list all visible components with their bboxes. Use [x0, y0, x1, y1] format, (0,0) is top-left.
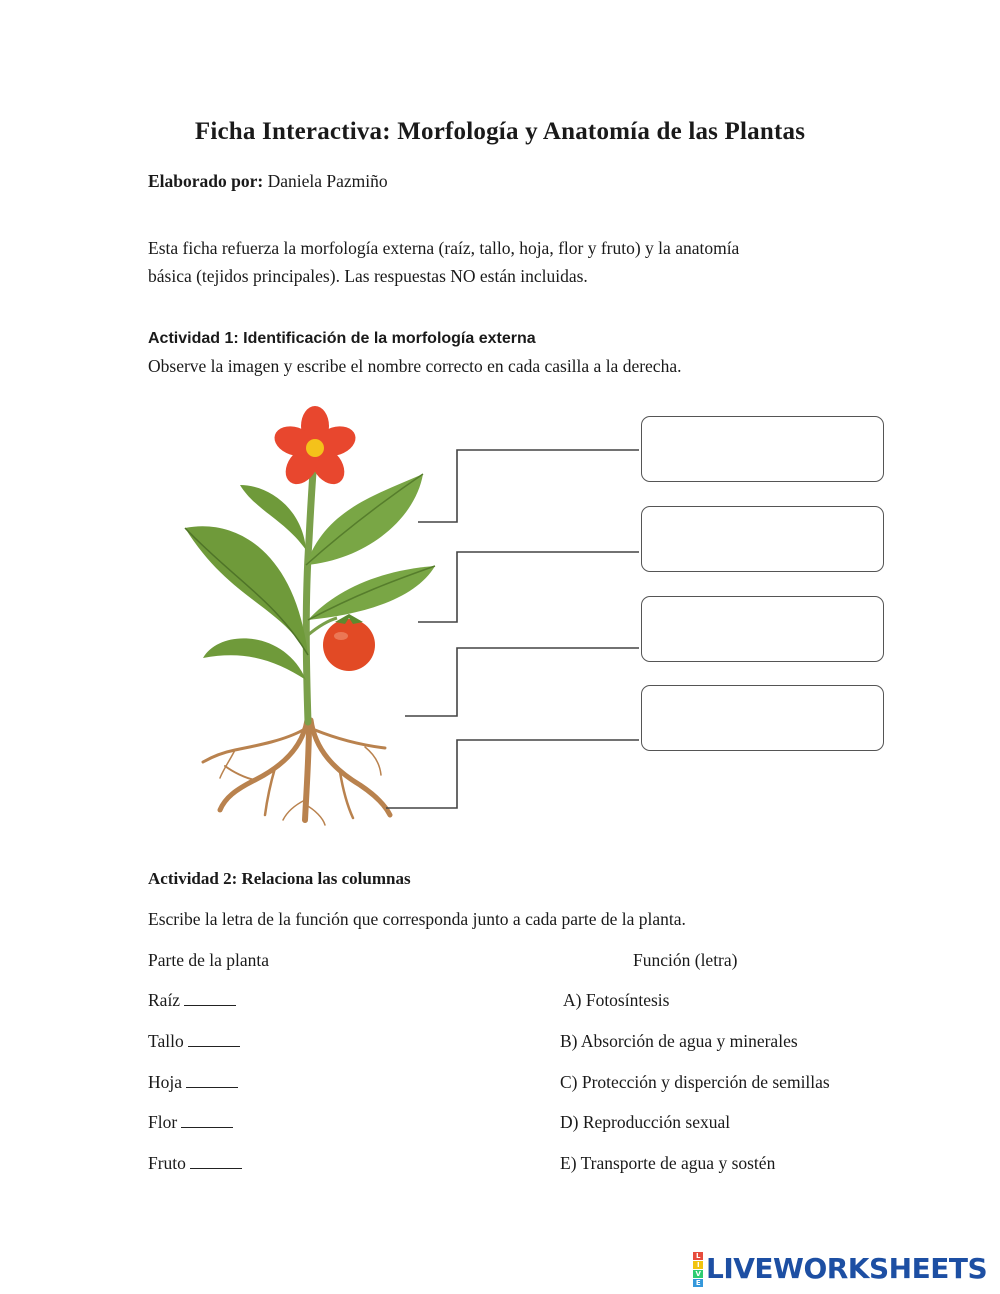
- function-item: E) Transporte de agua y sostén: [560, 1153, 776, 1173]
- part-label: Flor: [148, 1112, 178, 1132]
- answer-box-3[interactable]: [641, 596, 884, 662]
- part-label: Fruto: [148, 1153, 186, 1173]
- intro-line-1: Esta ficha refuerza la morfología externa (raíz, tallo, hoja, flor y fruto) y la anatomía: [148, 238, 740, 258]
- part-row: [148, 1031, 240, 1052]
- part-answer-blank[interactable]: [188, 1032, 240, 1047]
- author-name: Daniela Pazmiño: [267, 171, 388, 191]
- activity2-instructions: Escribe la letra de la función que corresponda junto a cada parte de la planta.: [148, 909, 686, 929]
- author-label: Elaborado por:: [148, 171, 264, 191]
- page-title: Ficha Interactiva: Morfología y Anatomía de las Plantas: [194, 118, 806, 145]
- part-answer-blank[interactable]: [184, 991, 236, 1006]
- activity1-instructions: Observe la imagen y escribe el nombre correcto en cada casilla a la derecha.: [148, 356, 682, 376]
- function-item: B) Absorción de agua y minerales: [560, 1031, 798, 1051]
- connector-lines: [380, 440, 645, 820]
- roots-illustration: [203, 720, 390, 825]
- answer-box-2[interactable]: [641, 506, 884, 572]
- logo-badge-icon: [693, 1252, 703, 1288]
- answer-box-1[interactable]: [641, 416, 884, 482]
- part-answer-blank[interactable]: [190, 1154, 242, 1169]
- logo-text: LIVEWORKSHEETS: [706, 1252, 988, 1285]
- activity2-title: Actividad 2: Relaciona las columnas: [148, 869, 411, 888]
- part-label: Hoja: [148, 1072, 183, 1092]
- logo-badge-letter: V: [693, 1270, 703, 1278]
- logo-badge-letter: I: [693, 1261, 703, 1269]
- part-label: Tallo: [148, 1031, 184, 1051]
- function-item: D) Reproducción sexual: [560, 1112, 731, 1132]
- liveworksheets-logo[interactable]: [693, 1252, 987, 1288]
- logo-badge-letter: E: [693, 1279, 703, 1287]
- part-row: [148, 990, 236, 1011]
- stem-illustration: [306, 445, 315, 722]
- part-row: [148, 1072, 238, 1093]
- answer-box-4[interactable]: [641, 685, 884, 751]
- column-header-parts: Parte de la planta: [148, 950, 269, 970]
- part-answer-blank[interactable]: [181, 1113, 233, 1128]
- fruit-illustration: [323, 614, 375, 671]
- activity1-title: Actividad 1: Identificación de la morfología externa: [148, 330, 536, 347]
- intro-line-2: básica (tejidos principales). Las respuestas NO están incluidas.: [148, 266, 588, 286]
- author-line: [148, 171, 388, 192]
- part-row: [148, 1153, 242, 1174]
- logo-badge-letter: L: [693, 1252, 703, 1260]
- part-row: [148, 1112, 233, 1133]
- column-header-functions: Función (letra): [633, 950, 738, 970]
- function-item: C) Protección y disperción de semillas: [560, 1072, 830, 1092]
- function-item: A) Fotosíntesis: [563, 990, 670, 1010]
- intro-paragraph: [148, 234, 868, 290]
- part-label: Raíz: [148, 990, 181, 1010]
- part-answer-blank[interactable]: [186, 1073, 238, 1088]
